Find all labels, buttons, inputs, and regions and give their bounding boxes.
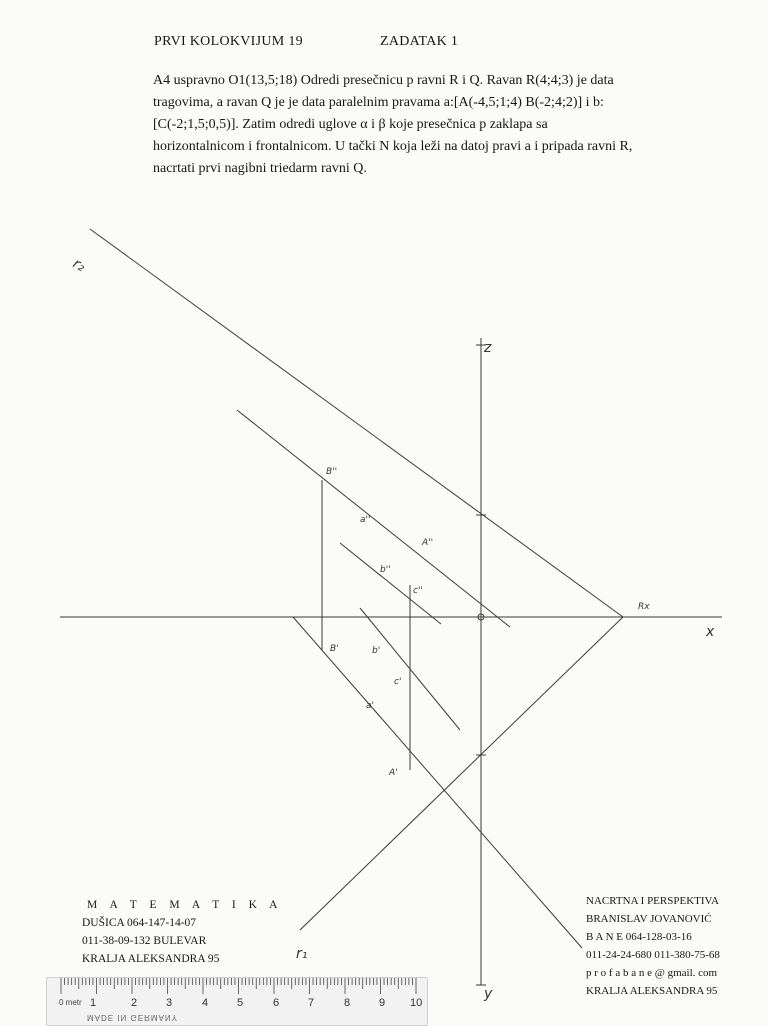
ruler-number: 2 <box>131 997 138 1009</box>
trace-r2 <box>90 229 623 617</box>
ruler-number: 7 <box>308 997 315 1009</box>
footer-left-line: DUŠICA 064-147-14-07 <box>82 917 197 929</box>
trace-r1 <box>300 617 623 930</box>
label-r2: r₂ <box>70 255 88 276</box>
ruler-numbers <box>47 997 427 1011</box>
line-b2 <box>340 543 441 624</box>
ruler-number: 6 <box>273 997 280 1009</box>
footer-right-line: BRANISLAV JOVANOVIĆ <box>586 913 712 925</box>
label-A1: A' <box>389 768 398 778</box>
exam-title: PRVI KOLOKVIJUM 19 <box>154 34 303 49</box>
label-A2: A'' <box>422 538 434 548</box>
ruler-number: 9 <box>379 997 386 1009</box>
footer-left-line: KRALJA ALEKSANDRA 95 <box>82 953 220 965</box>
footer-right-line: B A N E 064-128-03-16 <box>586 931 692 943</box>
task-line: horizontalnicom i frontalnicom. U tački N koja leži na datoj pravi a i pripada ravni R, <box>153 139 633 154</box>
ruler-number: 10 <box>410 997 423 1009</box>
label-r1: r₁ <box>296 946 308 962</box>
ruler-made-in: MADE IN GERMANY <box>87 1013 179 1022</box>
ruler-number: 1 <box>90 997 97 1009</box>
label-x: x <box>706 624 715 640</box>
footer-right-line: p r o f a b a n e @ gmail. com <box>586 967 718 979</box>
task-number: ZADATAK 1 <box>380 34 459 49</box>
ruler-unit: 0 metr <box>59 998 82 1007</box>
task-line: A4 uspravno O1(13,5;18) Odredi presečnicu p ravni R i Q. Ravan R(4;4;3) je data <box>153 73 614 88</box>
label-a1: a' <box>366 701 374 711</box>
task-line: nacrtati prvi nagibni triedarm ravni Q. <box>153 161 367 176</box>
ruler-number: 4 <box>202 997 209 1009</box>
ruler-number: 3 <box>166 997 173 1009</box>
label-z: z <box>484 340 492 356</box>
footer-right-line: 011-24-24-680 011-380-75-68 <box>586 949 720 961</box>
label-a2: a'' <box>360 515 371 525</box>
ruler-number: 5 <box>237 997 244 1009</box>
footer-right-contact <box>586 892 720 1000</box>
label-rx: Rx <box>638 602 650 612</box>
footer-right-line: NACRTNA I PERSPEKTIVA <box>586 895 719 907</box>
task-line: tragovima, a ravan Q je je data paralelnim pravama a:[A(-4,5;1;4) B(-2;4;2)] i b: <box>153 95 604 110</box>
ruler-image <box>46 977 428 1026</box>
label-c1: c' <box>394 677 402 687</box>
ruler-ticks <box>47 978 427 998</box>
line-a1 <box>293 617 582 948</box>
label-bb2: b'' <box>380 565 391 575</box>
footer-left-line: 011-38-09-132 BULEVAR <box>82 935 207 947</box>
line-a2 <box>237 410 510 627</box>
footer-left-contact <box>82 896 282 968</box>
footer-left-line: M A T E M A T I K A <box>87 899 283 911</box>
footer-right-line: KRALJA ALEKSANDRA 95 <box>586 985 718 997</box>
origin-dot <box>480 616 482 618</box>
ruler-number: 8 <box>344 997 351 1009</box>
label-y: y <box>484 986 493 1002</box>
label-c2: c'' <box>413 586 423 596</box>
label-b1: B' <box>330 644 339 654</box>
label-bb1: b' <box>372 646 381 656</box>
task-line: [C(-2;1,5;0,5)]. Zatim odredi uglove α i β koje presečnica p zaklapa sa <box>153 117 548 132</box>
label-b2: B'' <box>326 467 338 477</box>
